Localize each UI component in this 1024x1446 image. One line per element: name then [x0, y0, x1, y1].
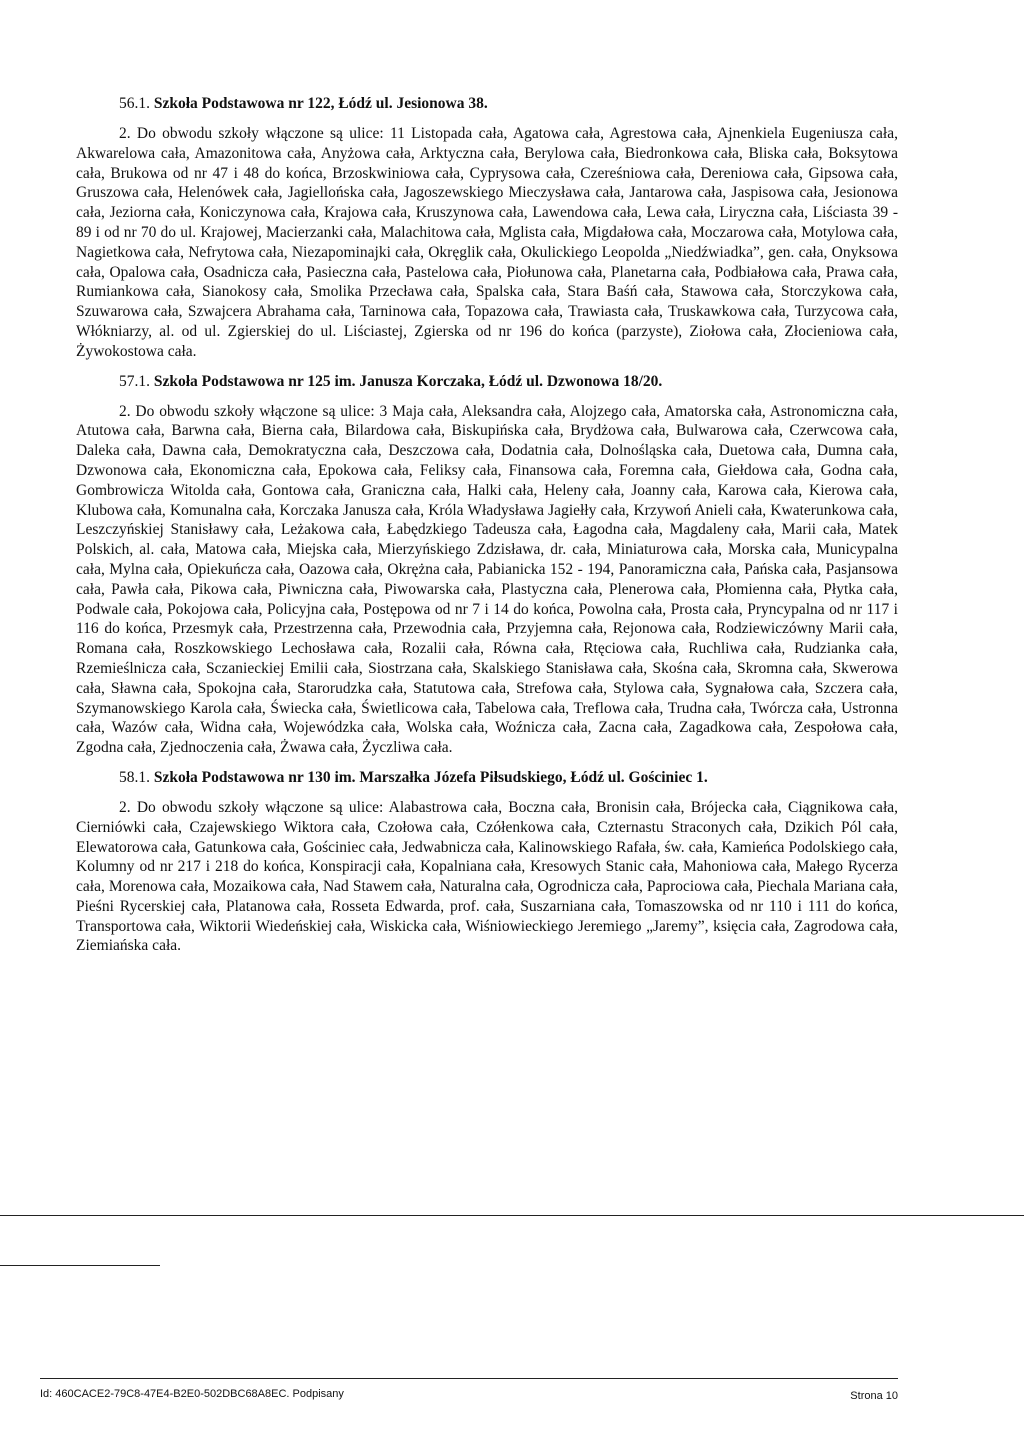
section-body-58: 2. Do obwodu szkoły włączone są ulice: Alabastrowa cała, Boczna cała, Bronisin cała, Brójecka cała, Ciągnikowa cała, Cierniówki cała, Czajewskiego Wiktora cała, Czołowa cała, Czółenkowa cała, Czternastu Straconych cała, Dzikich Pól cała, Elewatorowa cała, Gatunkowa cała, Gościniec cała, Jedwabnicza cała, Kalinowskiego Rafała, św. cała, Kamieńca Podolskiego cała, Kolumny od nr 217 i 218 do końca, Konspiracji cała, Kopalniana cała, Kresowych Stanic cała, Mahoniowa cała, Małego Rycerza cała, Morenowa cała, Mozaikowa cała, Nad Stawem cała, Naturalna cała, Ogrodnicza cała, Paprociowa cała, Piechala Mariana cała, Pieśni Rycerskiej cała, Platanowa cała, Rosseta Edwarda, prof. cała, Suszarniana cała, Tomaszowska od nr 110 i 111 do końca, Transportowa cała, Wiktorii Wiedeńskiej cała, Wiskicka cała, Wiśniowieckiego Jeremiego „Jaremy”, księcia cała, Zagrodowa cała, Ziemiańska cała.: [76, 798, 898, 955]
section-number: 57.1.: [119, 372, 150, 390]
section-body-57: 2. Do obwodu szkoły włączone są ulice: 3 Maja cała, Aleksandra cała, Alojzego cała, Amatorska cała, Astronomiczna cała, Atutowa cała, Barwna cała, Bierna cała, Bilardowa cała, Biskupińska cała, Brydżowa cała, Bulwarowa cała, Czerwcowa cała, Daleka cała, Dawna cała, Demokratyczna cała, Deszczowa cała, Dodatnia cała, Dolnośląska cała, Duetowa cała, Dumna cała, Dzwonowa cała, Ekonomiczna cała, Epokowa cała, Feliksy cała, Finansowa cała, Foremna cała, Giełdowa cała, Godna cała, Gombrowicza Witolda cała, Gontowa cała, Graniczna cała, Halki cała, Heleny cała, Joanny cała, Karowa cała, Kierowa cała, Klubowa cała, Komunalna cała, Korczaka Janusza cała, Króla Władysława Jagiełły cała, Krzywoń Anieli cała, Kwaterunkowa cała, Leszczyńskiej Stanisławy cała, Leżakowa cała, Łabędzkiego Tadeusza cała, Łagodna cała, Magdaleny cała, Marii cała, Matek Polskich, al. cała, Matowa cała, Miejska cała, Mierzyńskiego Zdzisława, dr. cała, Miniaturowa cała, Morska cała, Municypalna cała, Mylna cała, Opiekuńcza cała, Oazowa cała, Okrężna cała, Pabianicka 152 - 194, Panoramiczna cała, Pańska cała, Pasjansowa cała, Pawła cała, Pikowa cała, Piwniczna cała, Piwowarska cała, Plastyczna cała, Plenerowa cała, Płomienna cała, Płytka cała, Podwale cała, Pokojowa cała, Policyjna cała, Postępowa od nr 7 i 14 do końca, Powolna cała, Prosta cała, Pryncypalna od nr 117 i 116 do końca, Przesmyk cała, Przestrzenna cała, Przewodnia cała, Przyjemna cała, Rejonowa cała, Rodziewiczówny Marii cała, Romana cała, Roszkowskiego Lechosława cała, Rozalii cała, Równa cała, Rtęciowa cała, Ruchliwa cała, Rudzianka cała, Rzemieślnicza cała, Sczanieckiej Emilii cała, Siostrzana cała, Skalskiego Stanisława cała, Skośna cała, Skromna cała, Skwerowa cała, Sławna cała, Spokojna cała, Starorudzka cała, Statutowa cała, Strefowa cała, Stylowa cała, Sygnałowa cała, Szczera cała, Szymanowskiego Karola cała, Świecka cała, Świetlicowa cała, Tabelowa cała, Treflowa cała, Trudna cała, Twórcza cała, Ustronna cała, Wazów cała, Widna cała, Wojewódzka cała, Wolska cała, Woźnicza cała, Zacna cała, Zagadkowa cała, Zespołowa cała, Zgodna cała, Zjednoczenia cała, Żwawa cała, Życzliwa cała.: [76, 402, 898, 757]
document-id: Id: 460CACE2-79C8-47E4-B2E0-502DBC68A8EC. Podpisany: [40, 1388, 344, 1400]
page-number: Strona 10: [850, 1390, 898, 1402]
section-heading-58: [76, 768, 898, 787]
document-page: [76, 94, 898, 966]
section-heading-57: [76, 372, 898, 391]
page-footer: [40, 1378, 898, 1402]
scan-artifact-line: [0, 1265, 160, 1266]
section-heading-56: [76, 94, 898, 113]
section-title: Szkoła Podstawowa nr 125 im. Janusza Korczaka, Łódź ul. Dzwonowa 18/20.: [153, 372, 663, 390]
section-body-56: 2. Do obwodu szkoły włączone są ulice: 11 Listopada cała, Agatowa cała, Agrestowa cała, Ajnenkiela Eugeniusza cała, Akwarelowa cała, Amazonitowa cała, Anyżowa cała, Arktyczna cała, Berylowa cała, Biedronkowa cała, Bliska cała, Boksytowa cała, Brukowa od nr 47 i 48 do końca, Brzoskwiniowa cała, Cyprysowa cała, Czereśniowa cała, Dereniowa cała, Gipsowa cała, Gruszowa cała, Helenówek cała, Jagiellońska cała, Jagoszewskiego Mieczysława cała, Jantarowa cała, Jaspisowa cała, Jesionowa cała, Jeziorna cała, Koniczynowa cała, Krajowa cała, Kruszynowa cała, Lawendowa cała, Lewa cała, Liryczna cała, Liściasta 39 - 89 i od nr 70 do ul. Krajowej, Macierzanki cała, Malachitowa cała, Mglista cała, Migdałowa cała, Moczarowa cała, Motylowa cała, Nagietkowa cała, Nefrytowa cała, Niezapominajki cała, Okręglik cała, Okulickiego Leopolda „Niedźwiadka”, gen. cała, Onyksowa cała, Opalowa cała, Osadnicza cała, Pasieczna cała, Pastelowa cała, Piołunowa cała, Planetarna cała, Podbiałowa cała, Prawa cała, Rumiankowa cała, Sianokosy cała, Smolika Przecława cała, Spalska cała, Stara Baśń cała, Stawowa cała, Storczykowa cała, Szuwarowa cała, Szwajcera Abrahama cała, Tarninowa cała, Topazowa cała, Trawiasta cała, Truskawkowa cała, Turzycowa cała, Włókniarzy, al. od ul. Zgierskiej do ul. Liściastej, Zgierska od nr 196 do końca (parzyste), Ziołowa cała, Złocieniowa cała, Żywokostowa cała.: [76, 125, 898, 360]
scan-artifact-line: [0, 1215, 1024, 1216]
section-number: 58.1.: [119, 768, 150, 786]
section-title: Szkoła Podstawowa nr 130 im. Marszałka Józefa Piłsudskiego, Łódź ul. Gościniec 1.: [153, 768, 708, 786]
section-title: Szkoła Podstawowa nr 122, Łódź ul. Jesionowa 38.: [153, 95, 488, 112]
section-number: 56.1.: [119, 95, 150, 112]
